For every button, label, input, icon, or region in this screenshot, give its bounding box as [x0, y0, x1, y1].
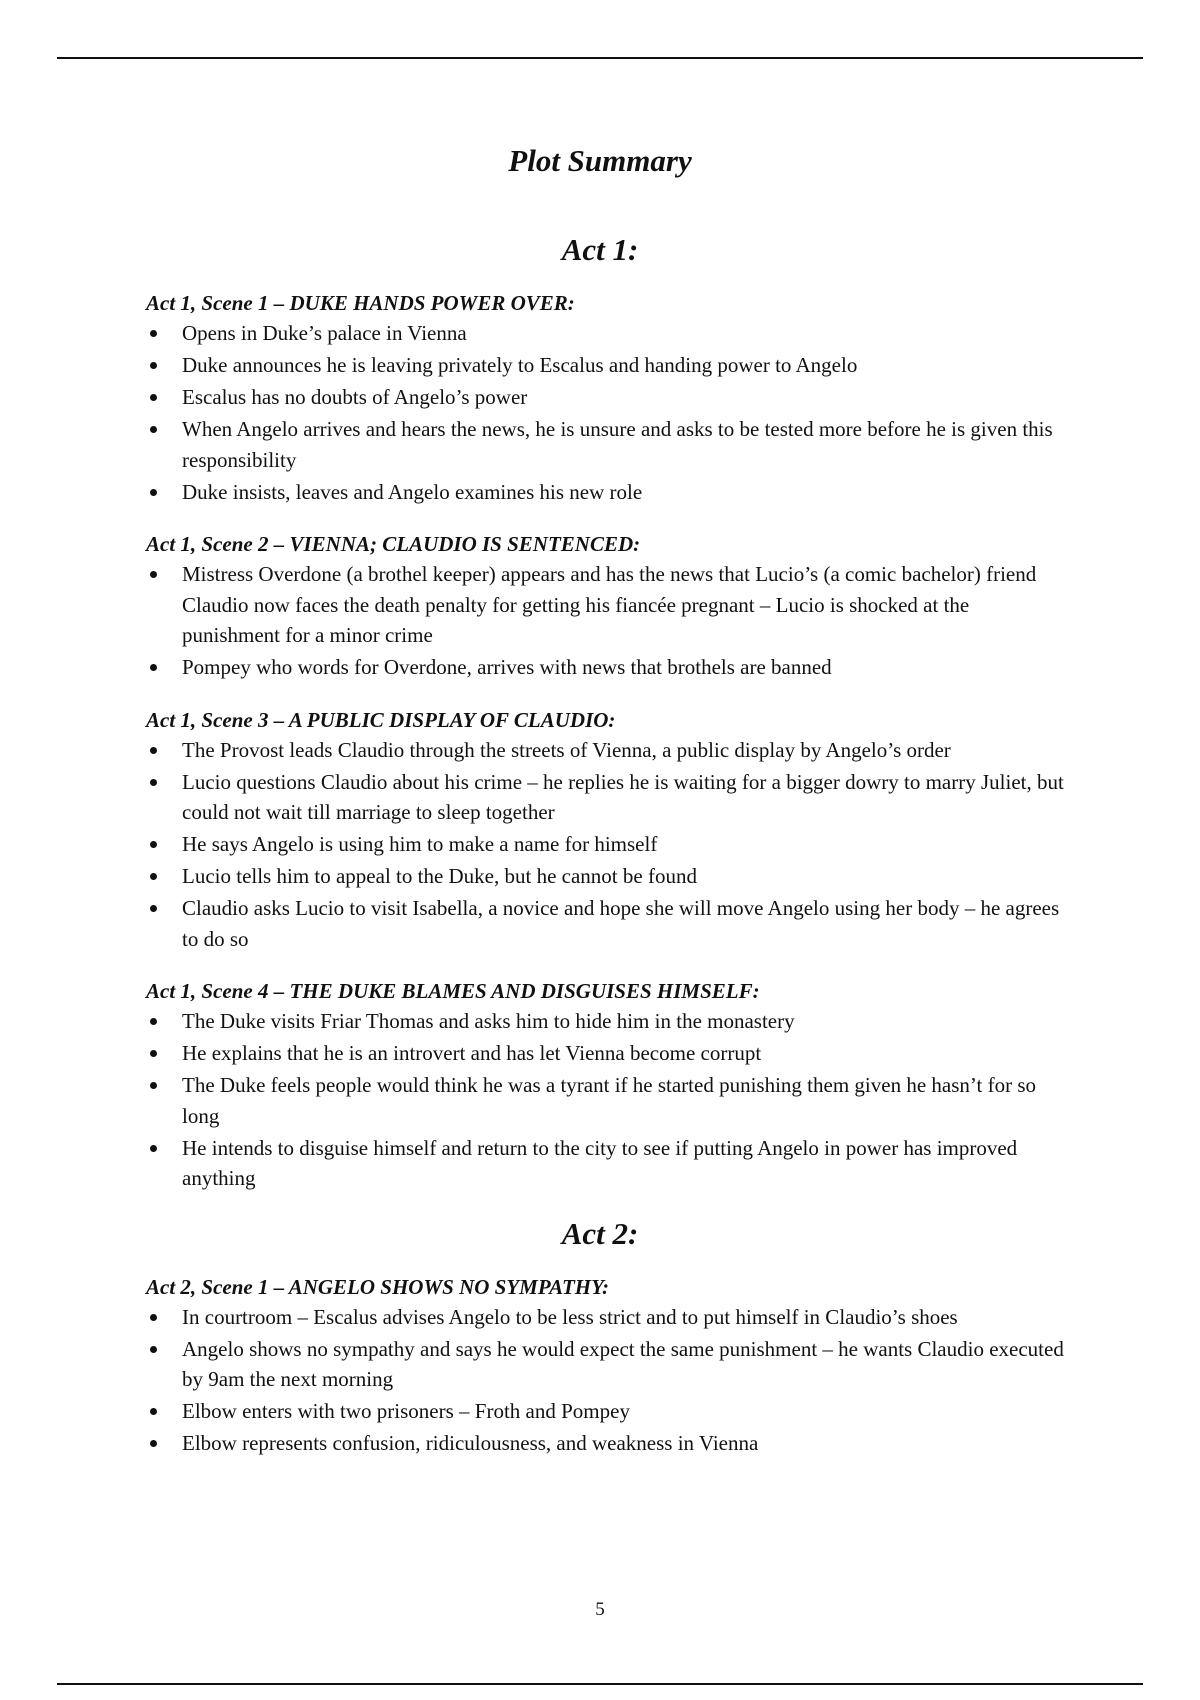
scene-section	[146, 976, 1066, 1194]
bullet-text: Elbow enters with two prisoners – Froth and Pompey	[182, 1399, 630, 1423]
bullet-text: Opens in Duke’s palace in Vienna	[182, 321, 467, 345]
bullet-item	[146, 350, 1066, 381]
bullet-dot-icon	[150, 1082, 157, 1089]
bullet-text: Angelo shows no sympathy and says he would expect the same punishment – he wants Claudio executed by 9am the next morning	[182, 1336, 1064, 1391]
bullet-list	[146, 559, 1066, 683]
bullet-item	[146, 893, 1066, 954]
bullet-list	[146, 1302, 1066, 1459]
bullet-item	[146, 652, 1066, 683]
bullet-text: Claudio asks Lucio to visit Isabella, a novice and hope she will move Angelo using her body – he agrees to do so	[182, 896, 1060, 951]
bullet-text: The Duke visits Friar Thomas and asks him to hide him in the monastery	[182, 1009, 795, 1033]
bullet-item	[146, 1428, 1066, 1459]
bullet-dot-icon	[150, 664, 157, 671]
bullet-dot-icon	[150, 873, 157, 880]
scene-section	[146, 529, 1066, 683]
bullet-text: In courtroom – Escalus advises Angelo to be less strict and to put himself in Claudio’s shoes	[182, 1304, 958, 1329]
scene-heading: Act 1, Scene 4 – THE DUKE BLAMES AND DISGUISES HIMSELF:	[146, 979, 760, 1003]
bullet-dot-icon	[150, 1408, 157, 1415]
bullet-dot-icon	[150, 362, 157, 369]
bullet-text: He says Angelo is using him to make a name for himself	[182, 832, 658, 856]
act-heading: Act 1:	[561, 232, 639, 267]
page-title: Plot Summary	[508, 143, 692, 178]
header-rule	[57, 57, 1143, 59]
bullet-dot-icon	[150, 330, 157, 337]
bullet-text: Pompey who words for Overdone, arrives with news that brothels are banned	[182, 655, 832, 679]
bullet-list	[146, 1006, 1066, 1194]
bullet-item	[146, 767, 1066, 828]
bullet-item	[146, 829, 1066, 860]
bullet-text: Escalus has no doubts of Angelo’s power	[182, 385, 528, 409]
page-number: 5	[595, 1599, 605, 1620]
plot-summary-content	[146, 232, 1066, 1481]
scene-heading: Act 1, Scene 1 – DUKE HANDS POWER OVER:	[146, 291, 575, 315]
bullet-text: Lucio tells him to appeal to the Duke, but he cannot be found	[182, 864, 697, 888]
scene-heading: Act 1, Scene 3 – A PUBLIC DISPLAY OF CLAUDIO:	[146, 707, 616, 732]
bullet-text: He explains that he is an introvert and has let Vienna become corrupt	[182, 1041, 762, 1065]
bullet-dot-icon	[150, 905, 157, 912]
bullet-text: Duke announces he is leaving privately to Escalus and handing power to Angelo	[182, 353, 858, 377]
bullet-dot-icon	[150, 571, 157, 578]
bullet-text: Elbow represents confusion, ridiculousness, and weakness in Vienna	[182, 1431, 759, 1455]
bullet-dot-icon	[150, 394, 157, 401]
bullet-item	[146, 1302, 1066, 1333]
bullet-dot-icon	[150, 779, 157, 786]
bullet-item	[146, 1006, 1066, 1037]
bullet-text: Lucio questions Claudio about his crime – he replies he is waiting for a bigger dowry to marry Juliet, but could not wait till marriage to sleep together	[182, 769, 1064, 824]
bullet-item	[146, 382, 1066, 413]
bullet-item	[146, 1133, 1066, 1194]
bullet-dot-icon	[150, 426, 157, 433]
bullet-item	[146, 1038, 1066, 1069]
bullet-list	[146, 318, 1066, 507]
bullet-dot-icon	[150, 1346, 157, 1353]
bullet-text: The Provost leads Claudio through the streets of Vienna, a public display by Angelo’s order	[182, 737, 951, 762]
scene-section	[146, 705, 1066, 955]
bullet-item	[146, 1396, 1066, 1427]
bullet-dot-icon	[150, 1050, 157, 1057]
footer-rule	[57, 1683, 1143, 1685]
scene-section	[146, 1272, 1066, 1459]
scene-section	[146, 288, 1066, 507]
scene-heading: Act 1, Scene 2 – VIENNA; CLAUDIO IS SENTENCED:	[146, 532, 641, 556]
act-heading: Act 2:	[561, 1215, 639, 1251]
bullet-dot-icon	[150, 747, 157, 754]
bullet-text: The Duke feels people would think he was a tyrant if he started punishing them given he hasn’t for so long	[182, 1073, 1036, 1128]
bullet-item	[146, 559, 1066, 651]
bullet-item	[146, 1334, 1066, 1395]
bullet-text: Mistress Overdone (a brothel keeper) appears and has the news that Lucio’s (a comic bachelor) friend Claudio now faces the death penalty for getting his fiancée pregnant – Lucio is shocked at the punishment for a minor crime	[182, 562, 1037, 647]
bullet-text: When Angelo arrives and hears the news, he is unsure and asks to be tested more before he is given this responsibility	[182, 417, 1053, 472]
bullet-item	[146, 1070, 1066, 1131]
bullet-text: He intends to disguise himself and return to the city to see if putting Angelo in power has improved anything	[182, 1135, 1018, 1190]
bullet-item	[146, 735, 1066, 766]
bullet-item	[146, 477, 1066, 508]
bullet-dot-icon	[150, 1145, 157, 1152]
bullet-list	[146, 735, 1066, 955]
bullet-dot-icon	[150, 489, 157, 496]
bullet-item	[146, 861, 1066, 892]
bullet-dot-icon	[150, 1440, 157, 1447]
scene-heading: Act 2, Scene 1 – ANGELO SHOWS NO SYMPATHY:	[146, 1274, 610, 1299]
bullet-dot-icon	[150, 1314, 157, 1321]
bullet-item	[146, 414, 1066, 475]
bullet-dot-icon	[150, 1018, 157, 1025]
bullet-dot-icon	[150, 841, 157, 848]
bullet-item	[146, 318, 1066, 349]
bullet-text: Duke insists, leaves and Angelo examines his new role	[182, 479, 643, 504]
